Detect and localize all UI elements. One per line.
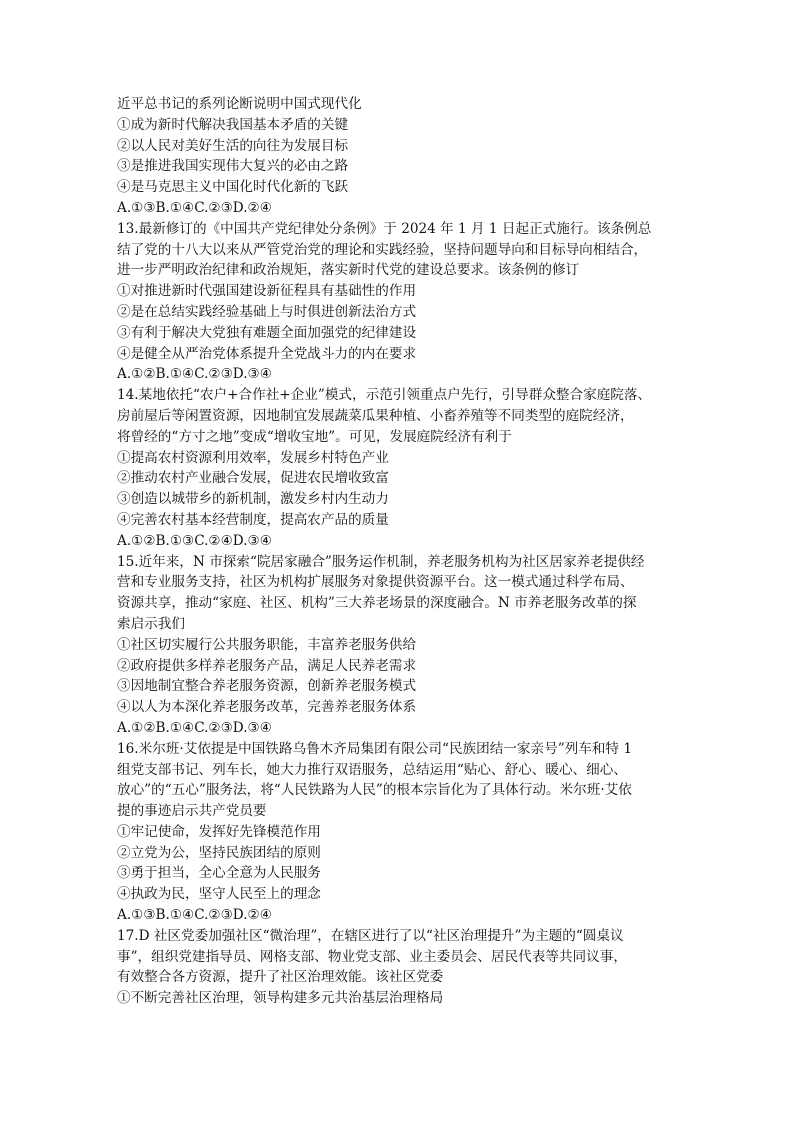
q13-stem-line-2: 结了党的十八大以来从严管党治党的理论和实践经验，坚持问题导向和目标导向相结合， xyxy=(117,241,648,258)
q17-stem-line-3: 有效整合各方资源，提升了社区治理效能。该社区党委 xyxy=(117,969,444,986)
question-14 xyxy=(117,385,687,551)
q13-option-1: ①对推进新时代强国建设新征程具有基础性的作用 xyxy=(117,283,417,300)
q16-option-2: ②立党为公，坚持民族团结的原则 xyxy=(117,844,321,861)
q15-stem-line-3: 资源共享，推动“家庭、社区、机构”三大养老场景的深度融合。N 市养老服务改革的探 xyxy=(117,595,637,612)
q15-option-4: ④以人为本深化养老服务改革，完善养老服务体系 xyxy=(117,699,417,716)
q14-option-1: ①提高农村资源利用效率，发展乡村特色产业 xyxy=(117,449,389,466)
q17-option-1: ①不断完善社区治理，领导构建多元共治基层治理格局 xyxy=(117,990,444,1007)
q12-answer-choices: A.①③B.①④C.②③D.②④ xyxy=(117,199,272,216)
q13-option-3: ③有利于解决大党独有难题全面加强党的纪律建设 xyxy=(117,324,417,341)
q12-option-1: ①成为新时代解决我国基本矛盾的关键 xyxy=(117,116,349,133)
q15-option-2: ②政府提供多样养老服务产品，满足人民养老需求 xyxy=(117,657,417,674)
q12-option-3: ③是推进我国实现伟大复兴的必由之路 xyxy=(117,158,349,175)
q12-stem-tail: 近平总书记的系列论断说明中国式现代化 xyxy=(117,96,362,112)
q16-stem-line-2: 组党支部书记、列车长，她大力推行双语服务，总结运用“贴心、舒心、暖心、细心、 xyxy=(117,761,627,778)
q14-option-3: ③创造以城带乡的新机制，激发乡村内生动力 xyxy=(117,491,389,508)
q12-option-4: ④是马克思主义中国化时代化新的飞跃 xyxy=(117,179,349,196)
question-15 xyxy=(117,552,687,739)
q16-option-4: ④执政为民，坚守人民至上的理念 xyxy=(117,886,321,903)
q13-stem-line-1: 13.最新修订的《中国共产党纪律处分条例》于 2024 年 1 月 1 日起正式施行。该条例总 xyxy=(117,220,652,237)
q14-stem-line-1: 14.某地依托“农户+合作社+企业”模式，示范引领重点户先行，引导群众整合家庭院落、 xyxy=(117,387,652,404)
q13-option-2: ②是在总结实践经验基础上与时俱进创新法治方式 xyxy=(117,303,417,320)
q16-option-3: ③勇于担当，全心全意为人民服务 xyxy=(117,865,321,882)
document-page xyxy=(117,94,687,1009)
q14-option-2: ②推动农村产业融合发展，促进农民增收致富 xyxy=(117,470,389,487)
q15-answer-choices: A.①②B.①④C.②③D.③④ xyxy=(117,719,272,736)
q16-answer-choices: A.①③B.①④C.②③D.②④ xyxy=(117,907,272,924)
q14-answer-choices: A.①②B.①③C.②④D.③④ xyxy=(117,532,272,549)
q15-option-1: ①社区切实履行公共服务职能，丰富养老服务供给 xyxy=(117,636,417,653)
q14-stem-line-2: 房前屋后等闲置资源，因地制宜发展蔬菜瓜果种植、小畜养殖等不同类型的庭院经济， xyxy=(117,407,634,424)
q15-option-3: ③因地制宜整合养老服务资源，创新养老服务模式 xyxy=(117,678,417,695)
q13-stem-line-3: 进一步严明政治纪律和政治规矩，落实新时代党的建设总要求。该条例的修订 xyxy=(117,262,580,279)
q15-stem-line-4: 索启示我们 xyxy=(117,615,185,632)
q12-option-2: ②以人民对美好生活的向往为发展目标 xyxy=(117,137,349,154)
q13-option-4: ④是健全从严治党体系提升全党战斗力的内在要求 xyxy=(117,345,417,362)
question-17 xyxy=(117,926,687,1009)
q15-stem-line-2: 营和专业服务支持，社区为机构扩展服务对象提供资源平台。这一模式通过科学布局、 xyxy=(117,574,634,591)
q14-option-4: ④完善农村基本经营制度，提高农产品的质量 xyxy=(117,511,389,528)
q16-option-1: ①牢记使命，发挥好先锋模范作用 xyxy=(117,823,321,840)
q17-stem-line-1: 17.D 社区党委加强社区“微治理”，在辖区进行了以“社区治理提升”为主题的“圆桌议 xyxy=(117,927,624,944)
q14-stem-line-3: 将曾经的“方寸之地”变成“增收宝地”。可见，发展庭院经济有利于 xyxy=(117,428,512,445)
q16-stem-line-1: 16.米尔班·艾依提是中国铁路乌鲁木齐局集团有限公司“民族团结一家亲号”列车和特 1 xyxy=(117,740,632,757)
question-12-options xyxy=(117,115,687,219)
question-13 xyxy=(117,219,687,385)
question-16 xyxy=(117,739,687,926)
q15-stem-line-1: 15.近年来，N 市探索“院居家融合”服务运作机制，养老服务机构为社区居家养老提供经 xyxy=(117,553,645,570)
q16-stem-line-3: 放心”的“五心”服务法，将“人民铁路为人民”的根本宗旨化为了具体行动。米尔班·艾依 xyxy=(117,782,632,799)
q17-stem-line-2: 事”，组织党建指导员、网格支部、物业党支部、业主委员会、居民代表等共同议事， xyxy=(117,948,627,965)
q16-stem-line-4: 提的事迹启示共产党员要 xyxy=(117,803,267,820)
q13-answer-choices: A.①②B.①④C.②③D.③④ xyxy=(117,366,272,383)
